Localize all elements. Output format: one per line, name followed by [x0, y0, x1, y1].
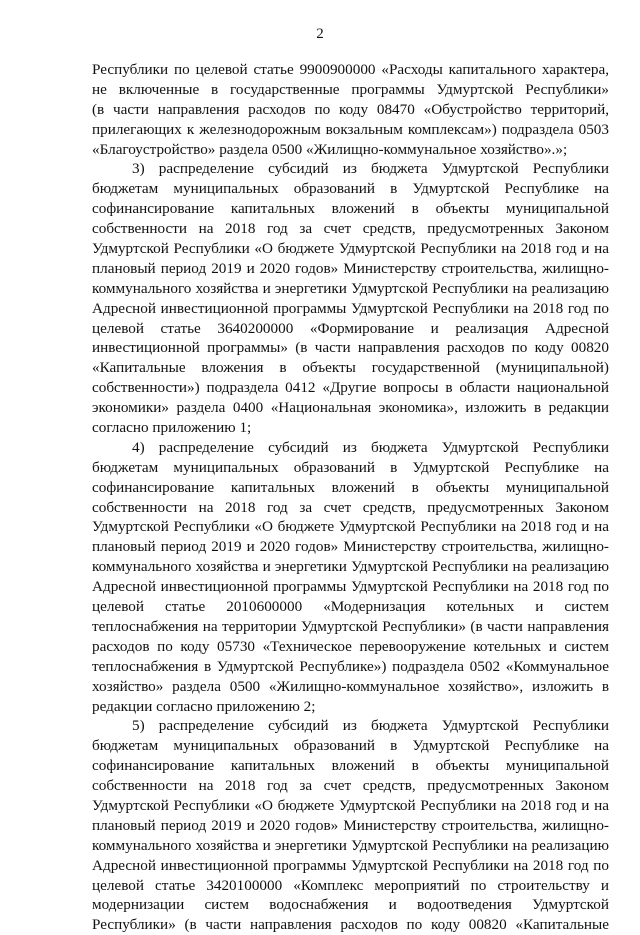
text-line: целевой статье 3420100000 «Комплекс мероприятий по строительству и: [92, 876, 609, 894]
text-line: «Благоустройство» раздела 0500 «Жилищно-коммунальное хозяйство».»;: [92, 140, 568, 158]
text-line: Адресной инвестиционной программы Удмуртской Республики на 2018 год по: [92, 299, 609, 317]
text-line: Удмуртской Республики «О бюджете Удмуртской Республики на 2018 год и на: [92, 240, 609, 258]
text-line: целевой статье 3640200000 «Формирование и реализация Адресной: [92, 319, 609, 337]
text-line: коммунального хозяйства и энергетики Удмуртской Республики на реализацию: [92, 836, 609, 854]
text-line: бюджетам муниципальных образований в Удмуртской Республике на: [92, 737, 609, 755]
text-line: собственности на 2018 год за счет средств, предусмотренных Законом: [92, 777, 609, 795]
text-line: целевой статье 2010600000 «Модернизация котельных и систем: [92, 598, 609, 616]
text-line: экономики» раздела 0400 «Национальная экономика», изложить в редакции: [92, 399, 609, 417]
text-line: софинансирование капитальных вложений в объекты муниципальной: [92, 757, 609, 775]
text-line: «Капитальные вложения в объекты государственной (муниципальной): [92, 359, 609, 377]
text-line: Удмуртской Республики «О бюджете Удмуртской Республики на 2018 год и на: [92, 518, 609, 536]
text-line: Удмуртской Республики «О бюджете Удмуртской Республики на 2018 год и на: [92, 796, 609, 814]
text-line: коммунального хозяйства и энергетики Удмуртской Республики на реализацию: [92, 279, 609, 297]
page-number: 2: [316, 26, 324, 42]
text-line: 3) распределение субсидий из бюджета Удмуртской Республики: [132, 160, 609, 178]
text-line: плановый период 2019 и 2020 годов» Министерству строительства, жилищно-: [92, 259, 609, 277]
text-line: теплоснабжения в Удмуртской Республике») подраздела 0502 «Коммунальное: [92, 657, 609, 675]
text-line: собственности на 2018 год за счет средств, предусмотренных Законом: [92, 498, 609, 516]
text-line: не включенные в государственные программы Удмуртской Республики»: [92, 80, 609, 98]
text-line: теплоснабжения на территории Удмуртской Республики» (в части направления: [92, 617, 609, 635]
text-line: Республики» (в части направления расходов по коду 00820 «Капитальные: [92, 916, 609, 934]
text-line: бюджетам муниципальных образований в Удмуртской Республике на: [92, 458, 609, 476]
text-line: (в части направления расходов по коду 08470 «Обустройство территорий,: [92, 100, 609, 118]
text-line: редакции согласно приложению 2;: [92, 697, 316, 715]
text-line: согласно приложению 1;: [92, 419, 252, 437]
text-line: коммунального хозяйства и энергетики Удмуртской Республики на реализацию: [92, 558, 609, 576]
text-line: хозяйство» раздела 0500 «Жилищно-коммунальное хозяйство», изложить в: [92, 677, 609, 695]
text-line: плановый период 2019 и 2020 годов» Министерству строительства, жилищно-: [92, 816, 609, 834]
text-line: собственности») подраздела 0412 «Другие вопросы в области национальной: [92, 379, 609, 397]
text-line: Адресной инвестиционной программы Удмуртской Республики на 2018 год по: [92, 578, 609, 596]
text-line: инвестиционной программы» (в части направления расходов по коду 00820: [92, 339, 609, 357]
document-body: [92, 60, 609, 935]
text-line: софинансирование капитальных вложений в объекты муниципальной: [92, 200, 609, 218]
text-line: собственности на 2018 год за счет средств, предусмотренных Законом: [92, 220, 609, 238]
text-line: Республики по целевой статье 9900900000 «Расходы капитального характера,: [92, 61, 609, 78]
text-line: расходов по коду 05730 «Техническое перевооружение котельных и систем: [92, 637, 609, 655]
text-line: бюджетам муниципальных образований в Удмуртской Республике на: [92, 180, 609, 198]
text-line: модернизации систем водоснабжения и водоотведения Удмуртской: [92, 896, 609, 914]
text-line: 5) распределение субсидий из бюджета Удмуртской Республики: [132, 717, 609, 735]
text-line: прилегающих к железнодорожным вокзальным комплексам») подраздела 0503: [92, 120, 609, 138]
text-line: софинансирование капитальных вложений в объекты муниципальной: [92, 478, 609, 496]
text-line: 4) распределение субсидий из бюджета Удмуртской Республики: [132, 438, 609, 456]
text-line: Адресной инвестиционной программы Удмуртской Республики на 2018 год по: [92, 856, 609, 874]
text-line: плановый период 2019 и 2020 годов» Министерству строительства, жилищно-: [92, 538, 609, 556]
